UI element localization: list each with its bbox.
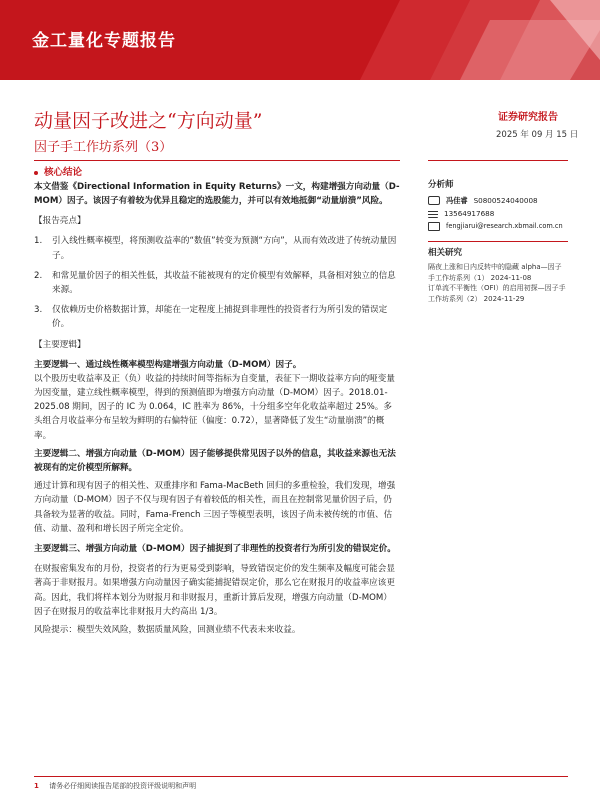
sidebar-divider bbox=[428, 160, 568, 161]
report-date: 2025 年 09 月 15 日 bbox=[496, 130, 579, 140]
header-banner bbox=[0, 0, 600, 80]
logic-title: 主要逻辑二、增强方向动量（D-MOM）因子能够提供常见因子以外的信息，其收益来源也无法被现有的定价模型所解释。 bbox=[34, 448, 396, 474]
footer-disclaimer: 请务必仔细阅读报告尾部的投资评级说明和声明 bbox=[49, 782, 197, 790]
logic-body: 以个股历史收益率及正（负）收益的持续时间等指标为自变量，表征下一期收益率方向的哑变量为因变量，建立线性概率模型，得到的预测值即为增强方向动量（D-MOM）因子。2018.01-2025.08 期间，因子的 IC 为 0.064，IC 胜率为 86%，十分组多空年化收益率超过 25%。多头组合月收益率分布呈较为鲜明的右偏特征（偏度：0.72），显著降低了发生“动量崩溃”的概率。 bbox=[34, 373, 395, 441]
banner-title: 金工量化专题报告 bbox=[32, 31, 176, 51]
banner-decoration bbox=[340, 0, 600, 80]
risk-warning: 风险提示：模型失效风险，数据质量风险，回测业绩不代表未来收益。 bbox=[34, 625, 301, 636]
analyst-phone: 13564917688 bbox=[444, 209, 495, 218]
highlight-item: 1. 引入线性概率模型，将预测收益率的“数值”转变为预测“方向”，从而有效改进了传统动量因子。 bbox=[34, 236, 397, 261]
phone-row bbox=[428, 207, 568, 220]
analyst-id: S0800524040008 bbox=[473, 196, 538, 205]
logic-body: 在财报密集发布的月份，投资者的行为更易受到影响，导致错误定价的发生频率及幅度可能会显著高于非财报月。如果增强方向动量因子确实能捕捉错误定价，那么它在财报月的收益率应该更高。因此，我们将样本划分为财报月和非财报月，重新计算后发现，增强方向动量（D-MOM）因子在财报月的收益率比非财报月大约高出 1/3。 bbox=[34, 564, 395, 617]
logic-body: 通过计算和现有因子的相关性、双重排序和 Fama-MacBeth 回归的多重检验，我们发现，增强方向动量（D-MOM）因子不仅与现有因子有着较低的相关性，而且在控制常见量价因子后，仍具备较为显著的收益。同时，Fama-French 三因子等模型表明，该因子尚未被传统的市值、估值、动量、盈利和增长因子所完全定价。 bbox=[34, 481, 396, 534]
related-divider bbox=[428, 241, 568, 242]
core-conclusion-label bbox=[34, 164, 82, 178]
phone-icon bbox=[428, 209, 438, 218]
report-type: 证券研究报告 bbox=[498, 112, 558, 123]
highlight-item: 2. 和常见量价因子的相关性低，其收益不能被现有的定价模型有效解释，具备相对独立的信息来源。 bbox=[34, 270, 396, 296]
footer-divider bbox=[34, 776, 568, 777]
analyst-email[interactable]: fengjiarui@research.xbmail.com.cn bbox=[446, 222, 563, 230]
logic-title: 主要逻辑一、通过线性概率模型构建增强方向动量（D-MOM）因子。 bbox=[34, 359, 302, 370]
highlight-item: 3. 仅依赖历史价格数据计算，却能在一定程度上捕捉到非理性的投资者行为所引发的错误定价。 bbox=[34, 305, 388, 330]
main-content bbox=[34, 180, 400, 637]
analyst-name: 冯佳睿 bbox=[446, 196, 468, 205]
bullet-icon bbox=[34, 171, 38, 175]
logic-label: 【主要逻辑】 bbox=[34, 339, 86, 350]
mail-icon bbox=[428, 222, 440, 231]
highlights-label: 【报告亮点】 bbox=[34, 216, 86, 227]
core-label-text: 核心结论 bbox=[44, 167, 83, 178]
document-subtitle: 因子手工作坊系列（3） bbox=[34, 140, 173, 155]
page-number: 1 bbox=[34, 782, 39, 790]
email-row bbox=[428, 220, 568, 233]
related-report-link[interactable]: 隔夜上涨和日内反转中的隐藏 alpha—因子手工作坊系列（1） 2024-11-08 bbox=[428, 263, 562, 282]
related-report-link[interactable]: 订单流不平衡性（OFI）的启用初探—因子手工作坊系列（2） 2024-11-29 bbox=[428, 284, 566, 303]
logic-title: 主要逻辑三、增强方向动量（D-MOM）因子捕捉到了非理性的投资者行为所引发的错误定价。 bbox=[34, 544, 396, 555]
document-title: 动量因子改进之“方向动量” bbox=[34, 110, 263, 132]
analyst-label: 分析师 bbox=[428, 180, 454, 190]
analyst-row bbox=[428, 194, 568, 207]
footer bbox=[34, 781, 196, 791]
section-divider bbox=[34, 160, 400, 161]
person-card-icon bbox=[428, 196, 440, 205]
related-label: 相关研究 bbox=[428, 248, 463, 258]
sidebar bbox=[428, 178, 568, 304]
intro-paragraph: 本文借鉴《Directional Information in Equity Returns》一文，构建增强方向动量（D-MOM）因子。该因子有着较为优异且稳定的选股能力，并可以有效地抵御“动量崩溃”风险。 bbox=[34, 182, 400, 207]
